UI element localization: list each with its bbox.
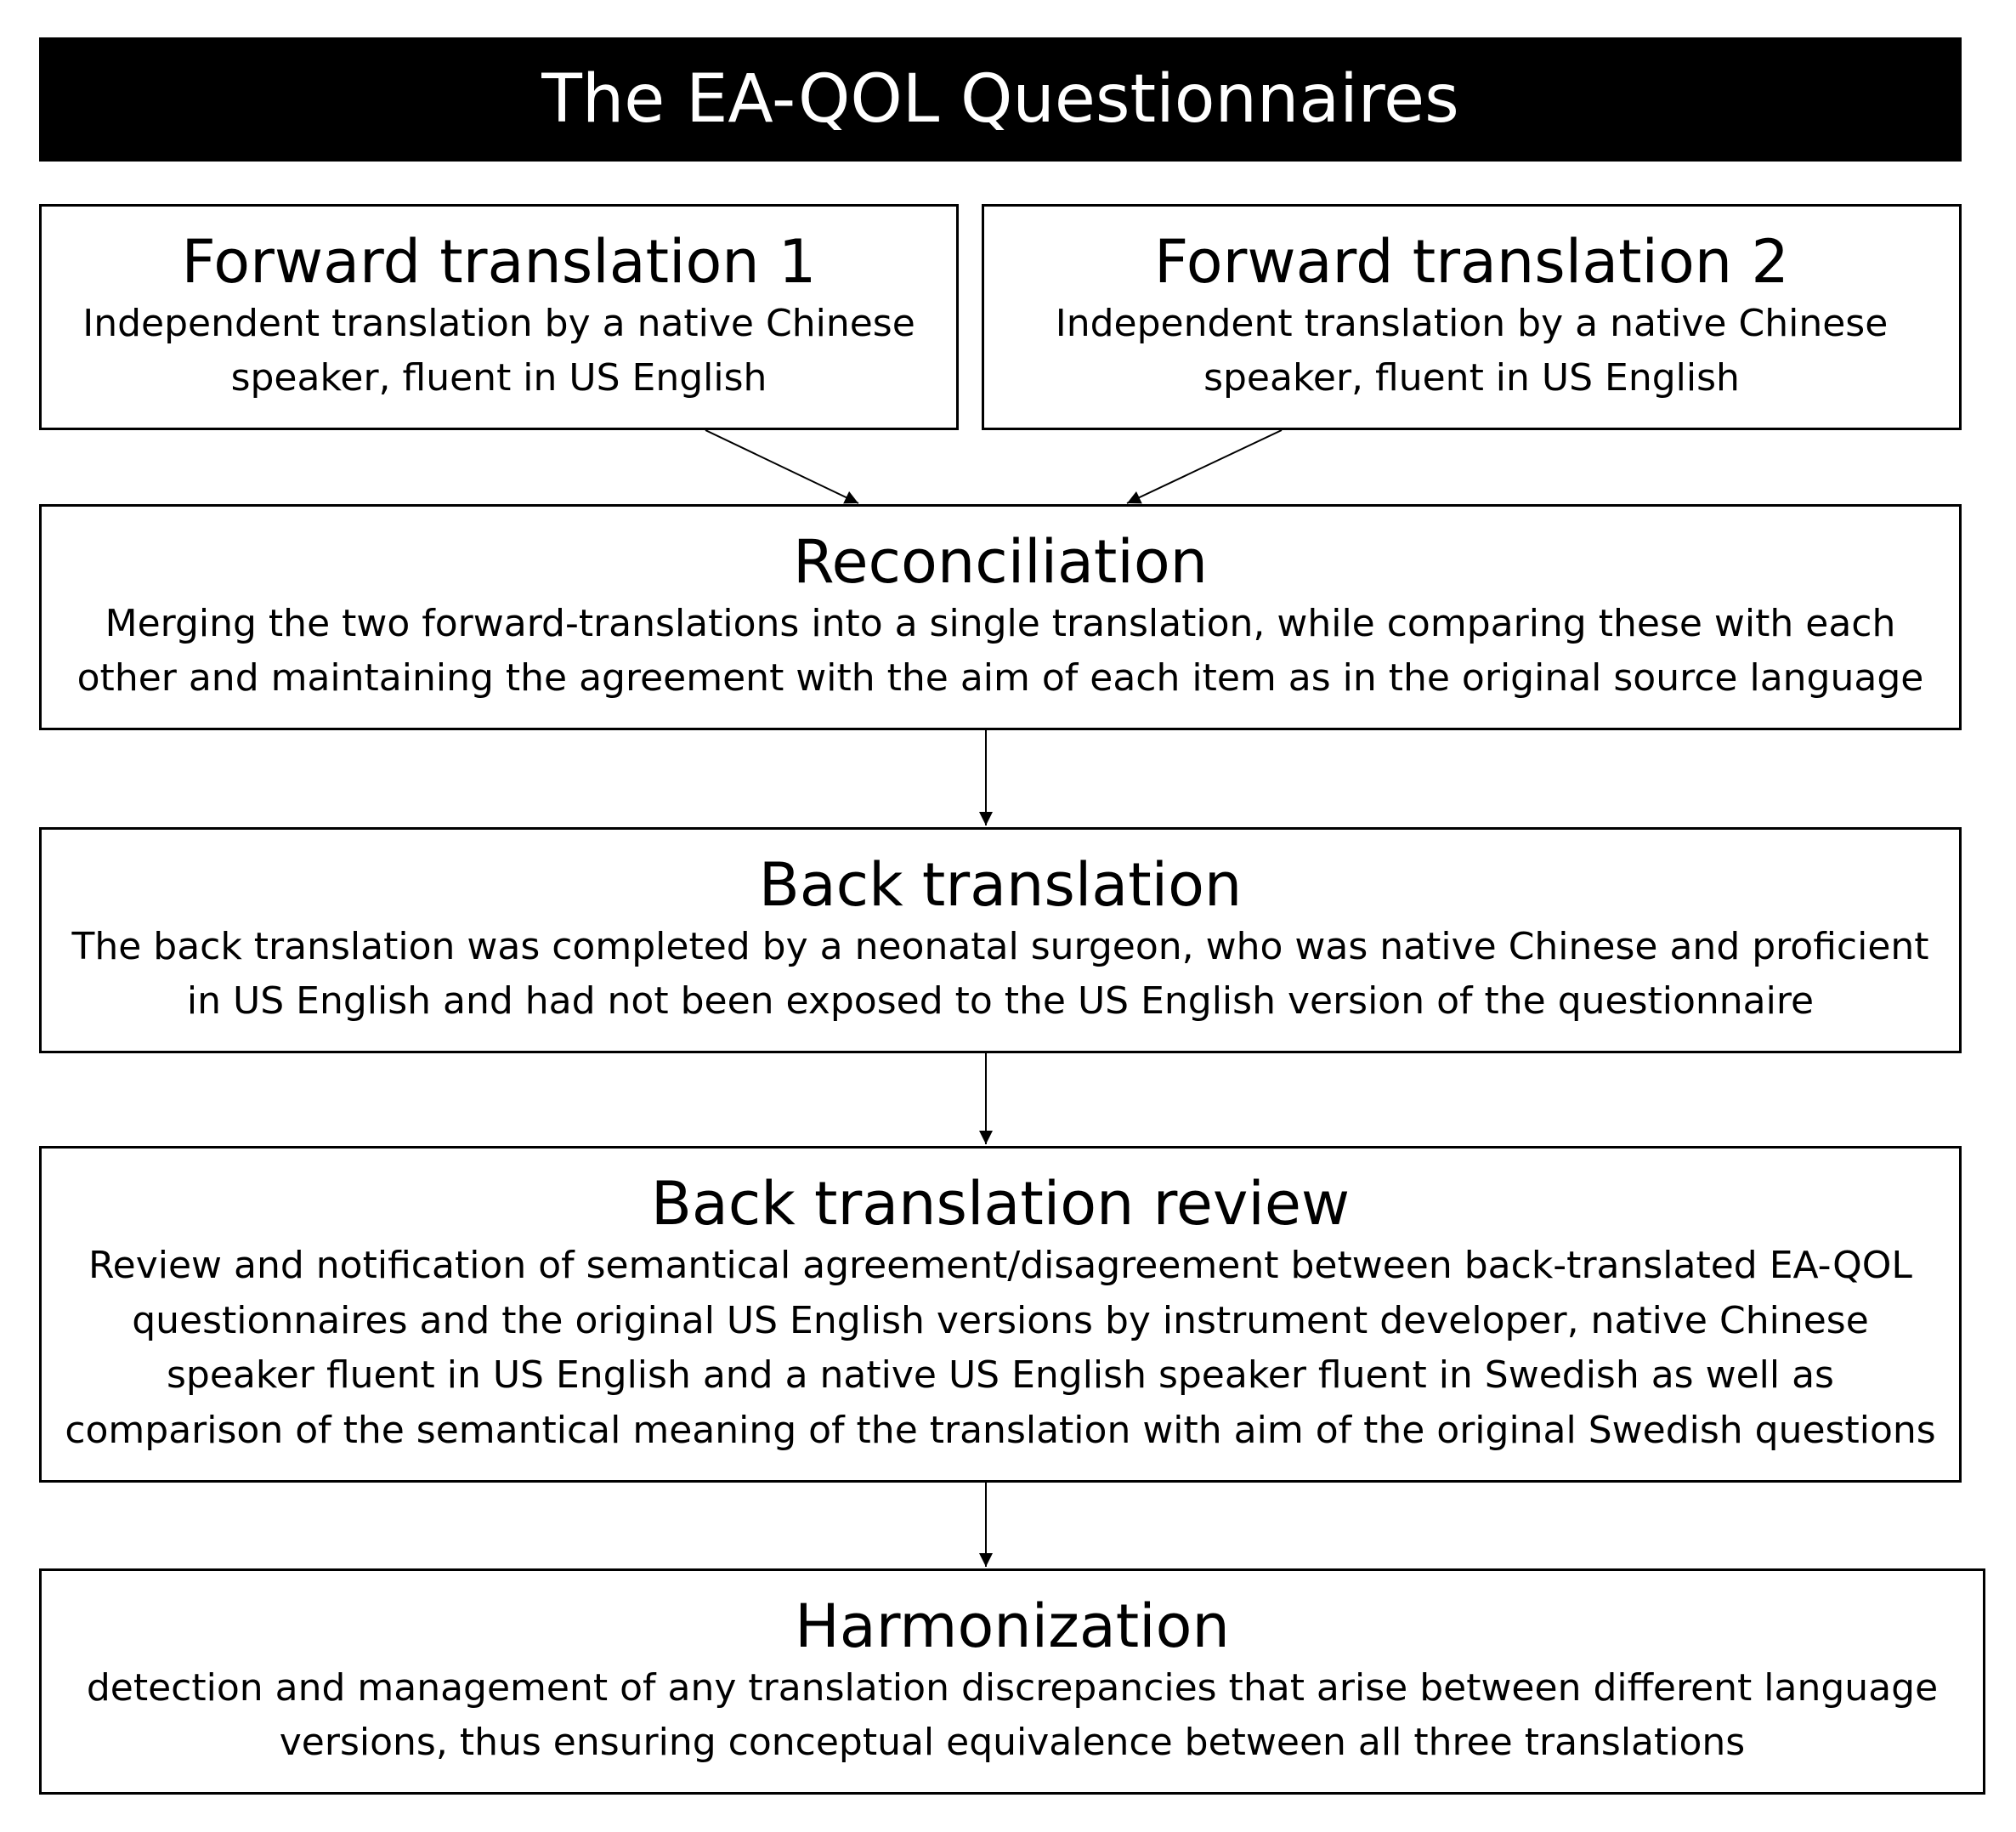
harmonization-description: detection and management of any translation discrepancies that arise between different language versions, thus ensuring conceptual equivalence between all three translations: [86, 1665, 1939, 1765]
arrow-forward2-to-reconciliation: [1127, 430, 1282, 503]
back-translation-review-description: Review and notification of semantical agreement/disagreement between back-translated EA-QOL questionnaires and the original US English versions by instrument developer, native Chinese speaker fluent in US English and a native US English speaker fluent in Swedish as well as comparison of the semantical meaning of the translation with aim of the original Swedish questions: [65, 1243, 1936, 1452]
forward-translation-2-description: Independent translation by a native Chinese speaker, fluent in US English: [1055, 301, 1889, 400]
forward-translation-1-title: Forward translation 1: [181, 227, 817, 298]
reconciliation-description: Merging the two forward-translations into a single translation, while comparing these with each other and maintaining the agreement with the aim of each item as in the original source language: [76, 601, 1924, 700]
harmonization-title: Harmonization: [795, 1591, 1230, 1662]
reconciliation-title: Reconciliation: [792, 527, 1209, 598]
back-translation-description: The back translation was completed by a neonatal surgeon, who was native Chinese and proficient in US English and had not been exposed to the US English version of the questionnaire: [71, 924, 1929, 1024]
back-translation-review-title: Back translation review: [650, 1169, 1351, 1239]
diagram-title-text: The EA-QOL Questionnaires: [541, 61, 1459, 138]
back-translation-title: Back translation: [758, 850, 1243, 921]
forward-translation-1-description: Independent translation by a native Chinese speaker, fluent in US English: [82, 301, 915, 400]
forward-translation-2-title: Forward translation 2: [1154, 227, 1789, 298]
arrow-forward1-to-reconciliation: [705, 430, 858, 503]
